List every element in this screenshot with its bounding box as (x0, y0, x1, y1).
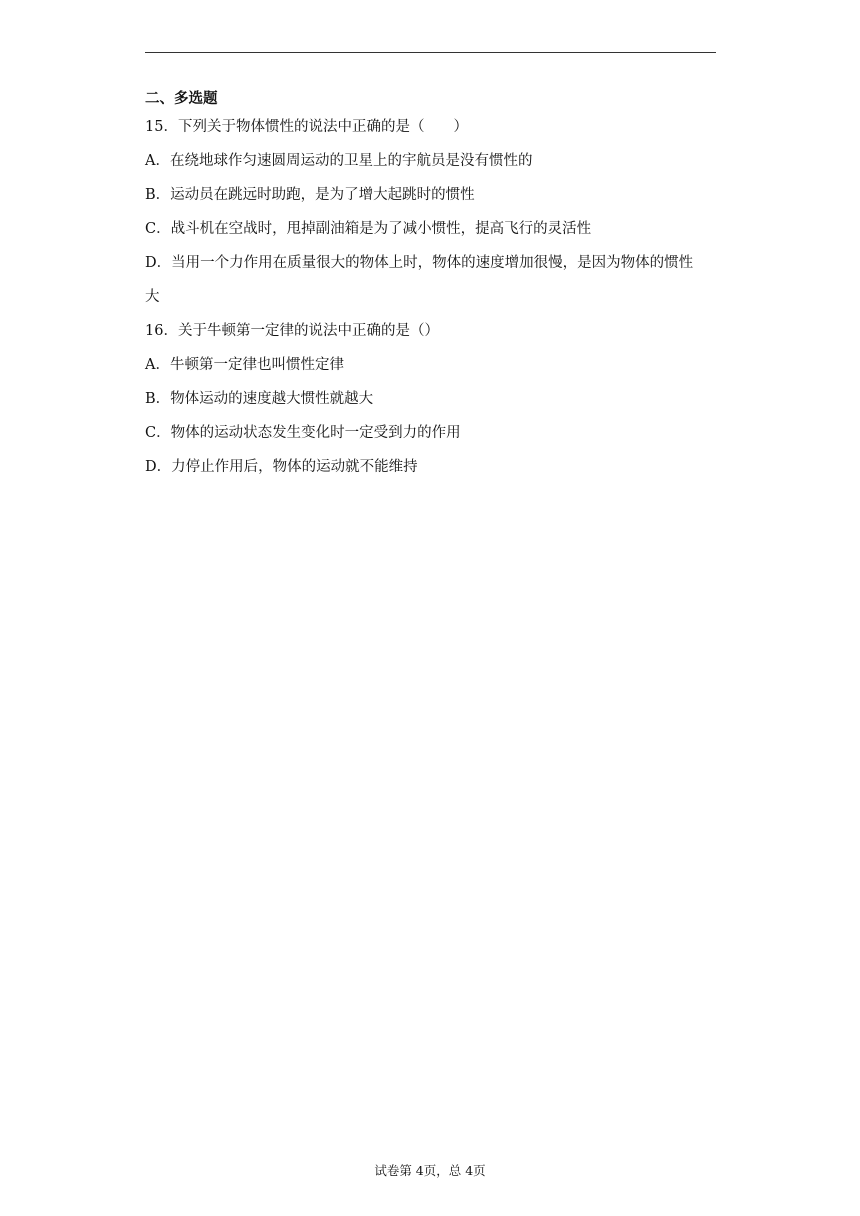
question-stem: 15．下列关于物体惯性的说法中正确的是（ ） (145, 119, 468, 135)
option-a: A．牛顿第一定律也叫惯性定律 (145, 357, 344, 373)
option-d: D．力停止作用后，物体的运动就不能维持 (145, 459, 418, 475)
option-d (145, 252, 720, 308)
question-stem: 16．关于牛顿第一定律的说法中正确的是（） (145, 323, 439, 339)
header-rule (145, 52, 716, 53)
option-a: A．在绕地球作匀速圆周运动的卫星上的宇航员是没有惯性的 (145, 153, 533, 169)
option-b: B．物体运动的速度越大惯性就越大 (145, 391, 374, 407)
option-b: B．运动员在跳远时助跑，是为了增大起跳时的惯性 (145, 187, 475, 203)
option-c: C．战斗机在空战时，甩掉副油箱是为了减小惯性，提高飞行的灵活性 (145, 221, 592, 237)
exam-content (145, 88, 720, 478)
question-15 (145, 116, 720, 308)
page-footer: 试卷第 4页，总 4页 (374, 1163, 486, 1178)
section-title: 二、多选题 (145, 90, 218, 107)
option-d-line-2: 大 (145, 289, 160, 305)
option-d-line-1: D．当用一个力作用在质量很大的物体上时，物体的速度增加很慢，是因为物体的惯性 (145, 255, 694, 271)
question-16 (145, 320, 720, 478)
option-c: C．物体的运动状态发生变化时一定受到力的作用 (145, 425, 461, 441)
